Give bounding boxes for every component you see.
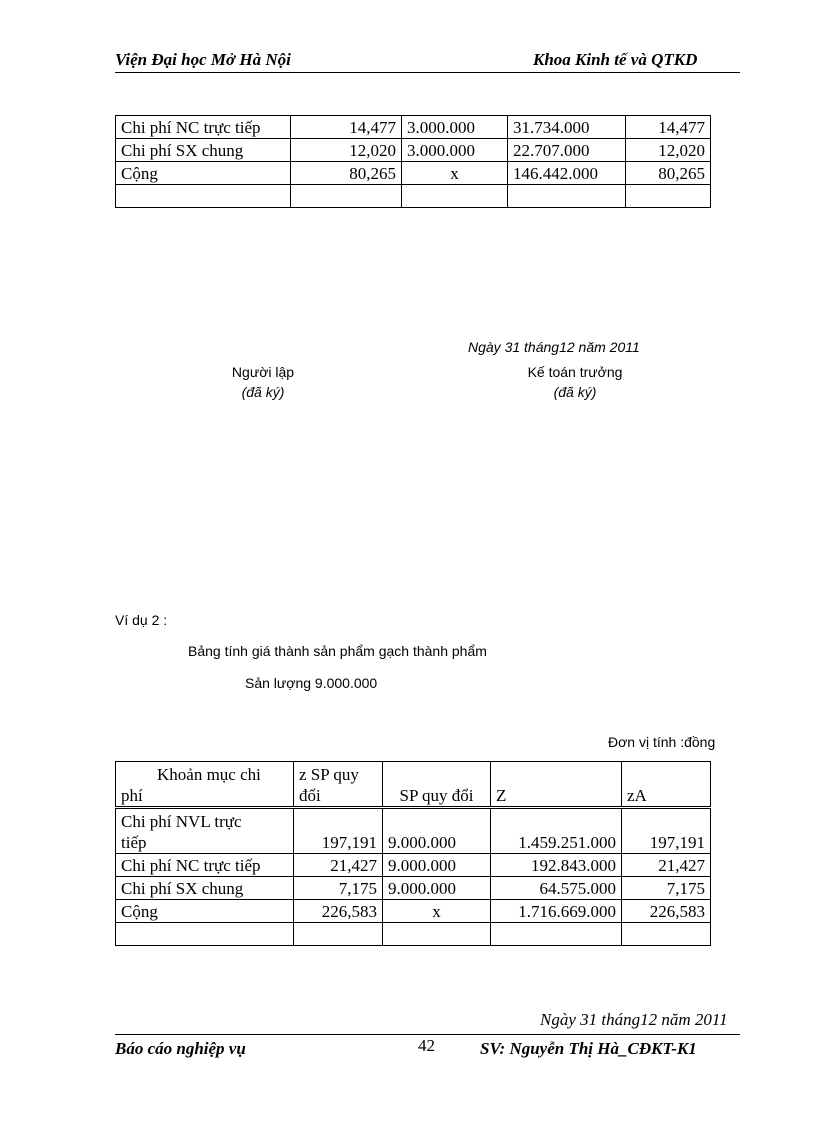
table-cell [116,808,294,854]
table-cell: 64.575.000 [491,877,622,900]
accountant-signed: (đã ký) [553,384,597,400]
table-cell [508,185,626,208]
table-row [116,923,711,946]
table-cell [291,185,402,208]
table-row [116,116,711,139]
table-cell: 192.843.000 [491,854,622,877]
header-cost-item-line2: phí [121,786,143,805]
output-volume: Sản lượng 9.000.000 [245,675,378,691]
table-cell: 31.734.000 [508,116,626,139]
preparer-label: Người lập [231,364,295,380]
table-cell [116,185,291,208]
footer-report-title: Báo cáo nghiệp vụ [115,1039,246,1058]
page-number: 42 [418,1036,435,1055]
table-cell [116,923,294,946]
cost-table-1 [115,115,711,208]
header-za: zA [622,762,711,808]
table-cell: x [383,900,491,923]
unit-note: Đơn vị tính :đồng [608,734,716,750]
signature-date: Ngày 31 tháng12 năm 2011 [468,339,640,355]
table-cell [626,185,711,208]
table-cell: 21,427 [622,854,711,877]
table-row [116,808,711,854]
footer-student: SV: Nguyễn Thị Hà_CĐKT-K1 [480,1039,697,1058]
table-cell: 3.000.000 [402,139,508,162]
table-row [116,162,711,185]
preparer-signed: (đã ký) [241,384,285,400]
table-cell: 197,191 [294,808,383,854]
table-cell: 9.000.000 [383,877,491,900]
table-cell: Chi phí SX chung [116,139,291,162]
table-cell: 7,175 [622,877,711,900]
table-cell: 197,191 [622,808,711,854]
header-unit-cost-line1: z SP quy [299,765,359,784]
table-cell: 14,477 [626,116,711,139]
cost-table-2 [115,761,711,946]
row-label-line1: Chi phí NVL trực [121,812,242,831]
table-cell: 22.707.000 [508,139,626,162]
header-converted-qty: SP quy đổi [383,762,491,808]
example-label: Ví dụ 2 : [115,612,168,628]
table-cell: x [402,162,508,185]
table-cell: 12,020 [291,139,402,162]
header-rule [115,72,740,73]
table-cell: 7,175 [294,877,383,900]
footer-rule [115,1034,740,1035]
header-faculty: Khoa Kinh tế và QTKD [533,50,698,69]
table-cell: 3.000.000 [402,116,508,139]
table-cell: 146.442.000 [508,162,626,185]
table-cell: Chi phí NC trực tiếp [116,116,291,139]
header-unit-cost [294,762,383,808]
bottom-date: Ngày 31 tháng12 năm 2011 [540,1010,728,1029]
table-cell: 9.000.000 [383,808,491,854]
table-cell: Cộng [116,162,291,185]
table-cell: 9.000.000 [383,854,491,877]
table-cell: 226,583 [622,900,711,923]
table-header-row [116,762,711,808]
table-row [116,854,711,877]
accountant-label: Kế toán trưởng [527,364,623,380]
table-cell: 80,265 [291,162,402,185]
header-institute: Viện Đại học Mở Hà Nội [115,50,291,69]
table-title: Bảng tính giá thành sản phẩm gạch thành phẩm [188,643,487,659]
table-cell: 12,020 [626,139,711,162]
table-cell: 14,477 [291,116,402,139]
header-cost-item-line1: Khoản mục chi [157,765,261,784]
table-cell: 80,265 [626,162,711,185]
table-row [116,139,711,162]
table-row [116,900,711,923]
table-row [116,185,711,208]
table-cell: 21,427 [294,854,383,877]
table-cell [383,923,491,946]
table-cell: Chi phí NC trực tiếp [116,854,294,877]
row-label-line2: tiếp [121,833,147,852]
table-cell: Cộng [116,900,294,923]
header-total-cost: Z [491,762,622,808]
header-unit-cost-line2: đổi [299,786,321,805]
table-cell: 226,583 [294,900,383,923]
table-cell: 1.459.251.000 [491,808,622,854]
table-cell [294,923,383,946]
table-cell [491,923,622,946]
table-cell: 1.716.669.000 [491,900,622,923]
table-cell: Chi phí SX chung [116,877,294,900]
header-cost-item [116,762,294,808]
table-cell [622,923,711,946]
table-row [116,877,711,900]
table-cell [402,185,508,208]
